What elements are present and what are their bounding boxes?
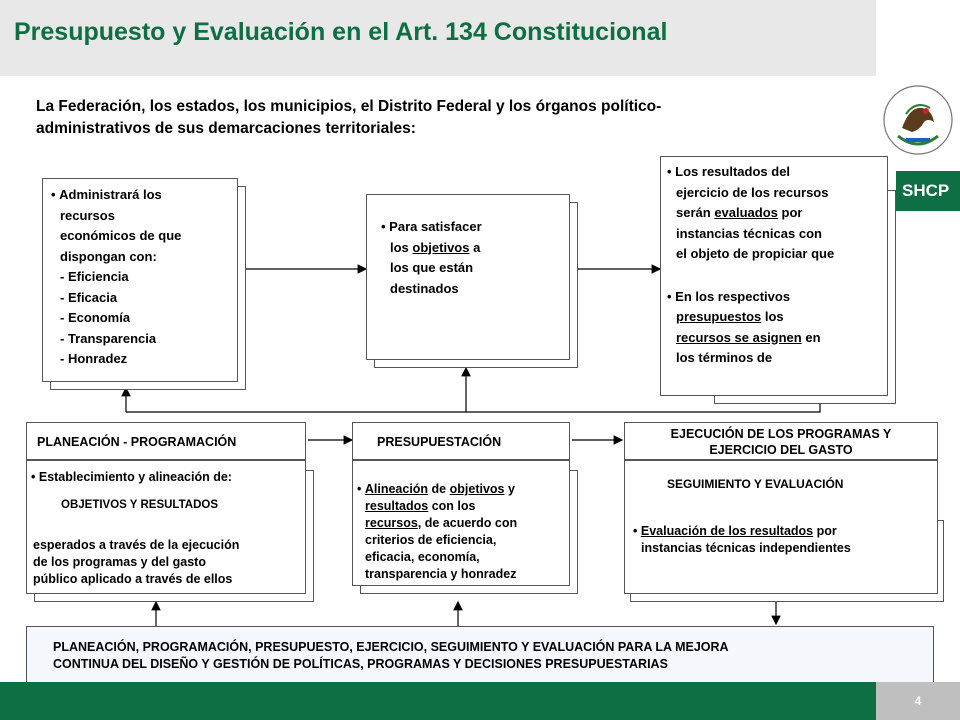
page-title: Presupuesto y Evaluación en el Art. 134 Constitucional	[14, 18, 668, 46]
box-ejecucion: SEGUIMIENTO Y EVALUACIÓN • Evaluación de los resultados por instancias técnicas independientes	[624, 460, 938, 594]
header-presupuestacion: PRESUPUESTACIÓN	[352, 422, 570, 460]
intro-line-1: La Federación, los estados, los municipios, el Distrito Federal y los órganos político-	[36, 98, 662, 115]
box-bottom-summary: PLANEACIÓN, PROGRAMACIÓN, PRESUPUESTO, EJERCICIO, SEGUIMIENTO Y EVALUACIÓN PARA LA MEJORA CONTINUA DEL DISEÑO Y GESTIÓN DE POLÍTICAS, PROGRAMAS Y DECISIONES PRESUPUESTARIAS	[26, 626, 934, 686]
box-objetivos: • Para satisfacer los objetivos a los que están destinados	[366, 194, 570, 360]
box-planeacion: • Establecimiento y alineación de: OBJETIVOS Y RESULTADOS esperados a través de la ejecución de los programas y del gasto público aplicado a través de ellos	[26, 460, 306, 594]
page-number: 4	[876, 682, 960, 720]
header-planeacion: PLANEACIÓN - PROGRAMACIÓN	[26, 422, 306, 460]
footer-bar	[0, 682, 876, 720]
shcp-logo: SHCP	[896, 171, 960, 211]
intro-line-2: administrativos de sus demarcaciones territoriales:	[36, 120, 416, 137]
box-administrara: • Administrará los recursos económicos de que dispongan con: - Eficiencia - Eficacia - Economía - Transparencia - Honradez	[42, 178, 238, 382]
box-resultados: • Los resultados del ejercicio de los recursos serán evaluados por instancias técnicas con el objeto de propiciar que • En los respectivos presupuestos los recursos se asignen en los términos de	[660, 156, 888, 396]
box-presupuestacion: • Alineación de objetivos y resultados con los recursos, de acuerdo con criterios de eficiencia, eficacia, economía, transparencia y honradez	[352, 460, 570, 586]
header-ejecucion: EJECUCIÓN DE LOS PROGRAMAS Y EJERCICIO DEL GASTO	[624, 422, 938, 460]
